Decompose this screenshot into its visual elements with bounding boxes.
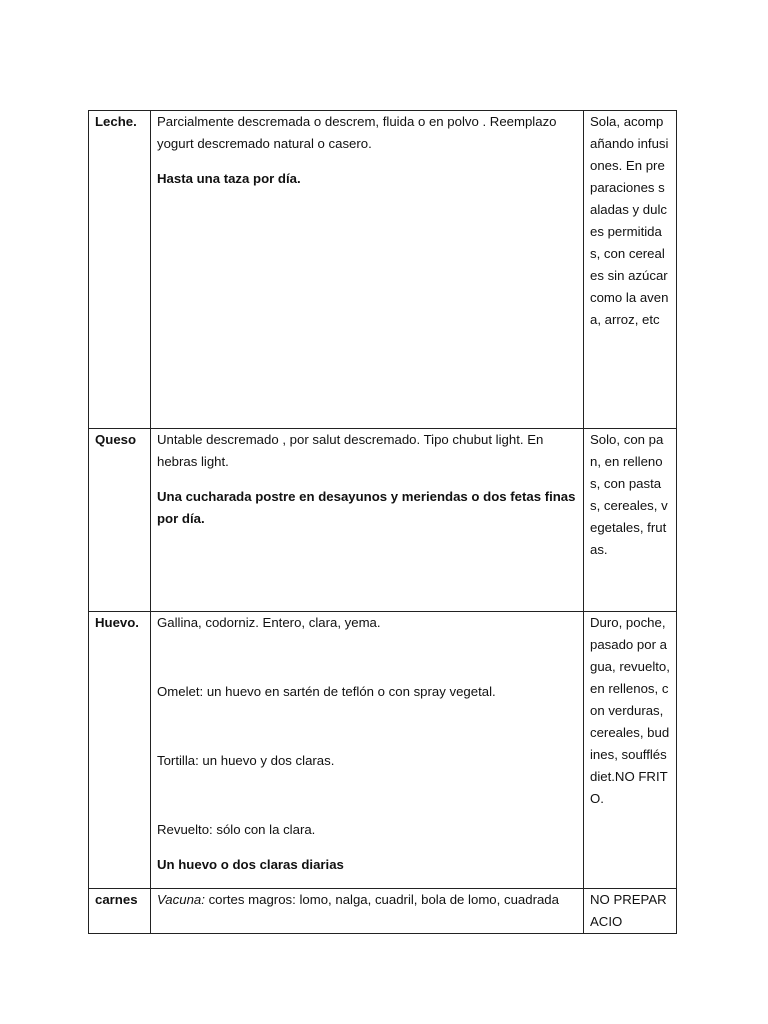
recommendation-text: Hasta una taza por día. (157, 171, 301, 186)
usage-cell: Solo, con pan, en rellenos, con pastas, cereales, vegetales, frutas. (584, 429, 677, 612)
description-text (157, 889, 577, 911)
description-text: Omelet: un huevo en sartén de teflón o con spray vegetal. (157, 684, 496, 699)
usage-cell: NO PREPARACIO (584, 889, 677, 934)
description-text: Untable descremado , por salut descremado. Tipo chubut light. En hebras light. (157, 432, 544, 469)
usage-cell: Duro, poche, pasado por agua, revuelto, en rellenos, con verduras, cereales, budines, soufflés diet.NO FRITO. (584, 612, 677, 889)
recommendation-text: Una cucharada postre en desayunos y meriendas o dos fetas finas por día. (157, 489, 576, 526)
food-table (88, 110, 677, 934)
table-row (89, 889, 677, 934)
description-cell (151, 889, 584, 934)
description-text: Tortilla: un huevo y dos claras. (157, 753, 335, 768)
description-cell (151, 612, 584, 889)
category-cell: Huevo. (89, 612, 151, 889)
usage-cell: Sola, acompañando infusiones. En preparaciones saladas y dulces permitidas, con cereales sin azúcar como la avena, arroz, etc (584, 111, 677, 429)
table-row (89, 429, 677, 612)
table-row (89, 111, 677, 429)
description-cell (151, 429, 584, 612)
description-rest: cortes magros: lomo, nalga, cuadril, bola de lomo, cuadrada (204, 892, 559, 907)
category-cell: carnes (89, 889, 151, 934)
recommendation-text: Un huevo o dos claras diarias (157, 857, 344, 872)
description-text: Parcialmente descremada o descrem, fluida o en polvo . Reemplazo yogurt descremado natural o casero. (157, 114, 557, 151)
description-text: Gallina, codorniz. Entero, clara, yema. (157, 615, 381, 630)
description-text: Revuelto: sólo con la clara. (157, 822, 316, 837)
category-cell: Leche. (89, 111, 151, 429)
description-cell (151, 111, 584, 429)
category-cell: Queso (89, 429, 151, 612)
description-italic: Vacuna: (157, 892, 205, 907)
table-row (89, 612, 677, 889)
